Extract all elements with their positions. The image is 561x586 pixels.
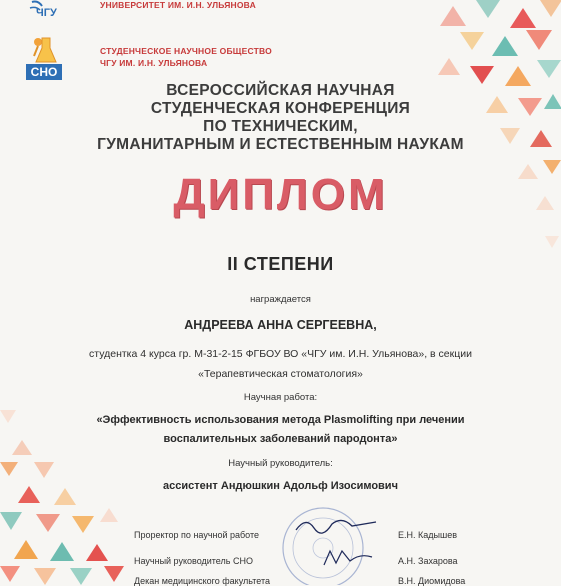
work-title-line1: «Эффективность использования метода Plasmolifting при лечении: [96, 414, 465, 426]
decor-triangle: [34, 568, 56, 585]
diploma-title: ДИПЛОМ: [173, 170, 388, 219]
university-logo: [28, 0, 64, 20]
conference-title-line1: ВСЕРОССИЙСКАЯ НАУЧНАЯ: [166, 82, 395, 99]
conference-title-line4: ГУМАНИТАРНЫМ И ЕСТЕСТВЕННЫМ НАУКАМ: [97, 136, 464, 153]
decor-triangle: [540, 0, 561, 17]
decor-triangle: [100, 508, 118, 522]
diploma-degree: II СТЕПЕНИ: [227, 254, 334, 274]
signature-name-3: В.Н. Диомидова: [398, 576, 466, 586]
decor-triangle: [70, 568, 92, 585]
signature-name-1: Е.Н. Кадышев: [398, 530, 457, 540]
decor-triangle: [0, 512, 22, 530]
decor-triangle: [460, 32, 484, 50]
sno-logo: [26, 36, 66, 84]
recipient-details-line1: студентка 4 курса гр. М-31-2-15 ФГБОУ ВО «ЧГУ им. И.Н. Ульянова», в секции: [89, 348, 472, 360]
conference-title-line3: ПО ТЕХНИЧЕСКИМ,: [203, 118, 358, 135]
sno-name-line1: СТУДЕНЧЕСКОЕ НАУЧНОЕ ОБЩЕСТВО: [100, 46, 272, 56]
decor-triangle: [510, 8, 536, 28]
flask-icon: [26, 36, 66, 66]
signature-1: [292, 512, 382, 536]
sno-logo-text: СНО: [26, 64, 62, 80]
university-logo-text: ЧГУ: [36, 7, 57, 19]
decor-triangle: [36, 514, 60, 532]
decor-triangle: [492, 36, 518, 56]
decor-triangle: [104, 566, 124, 582]
recipient-name: АНДРЕЕВА АННА СЕРГЕЕВНА,: [184, 318, 377, 332]
supervisor-label: Научный руководитель:: [228, 458, 333, 469]
recipient-details-line2: «Терапевтическая стоматология»: [198, 368, 363, 380]
signature-role-2: Научный руководитель СНО: [134, 556, 253, 566]
decor-triangle: [72, 516, 94, 533]
decor-triangle: [526, 30, 552, 50]
decor-triangle: [476, 0, 500, 18]
decor-triangle: [440, 6, 466, 26]
decor-triangle: [438, 58, 460, 75]
signature-2: [320, 545, 380, 569]
signature-role-3: Декан медицинского факультета: [134, 576, 271, 586]
work-title-line2: воспалительных заболеваний пародонта»: [163, 433, 398, 445]
decor-triangle: [50, 542, 74, 561]
decor-triangle: [537, 60, 561, 78]
signature-name-2: А.Н. Захарова: [398, 556, 458, 566]
awarded-label: награждается: [250, 294, 311, 305]
sno-name-line2: ЧГУ ИМ. И.Н. УЛЬЯНОВА: [100, 58, 208, 68]
decor-triangle: [0, 566, 20, 582]
decor-triangle: [86, 544, 108, 561]
work-label: Научная работа:: [243, 392, 318, 403]
university-name: УНИВЕРСИТЕТ ИМ. И.Н. УЛЬЯНОВА: [100, 0, 256, 10]
signature-role-1: Проректор по научной работе: [134, 530, 260, 540]
decor-triangle: [14, 540, 38, 559]
conference-title-line2: СТУДЕНЧЕСКАЯ КОНФЕРЕНЦИЯ: [150, 100, 411, 117]
supervisor-name: ассистент Андюшкин Адольф Изосимович: [163, 480, 398, 492]
decor-triangle: [545, 236, 559, 248]
